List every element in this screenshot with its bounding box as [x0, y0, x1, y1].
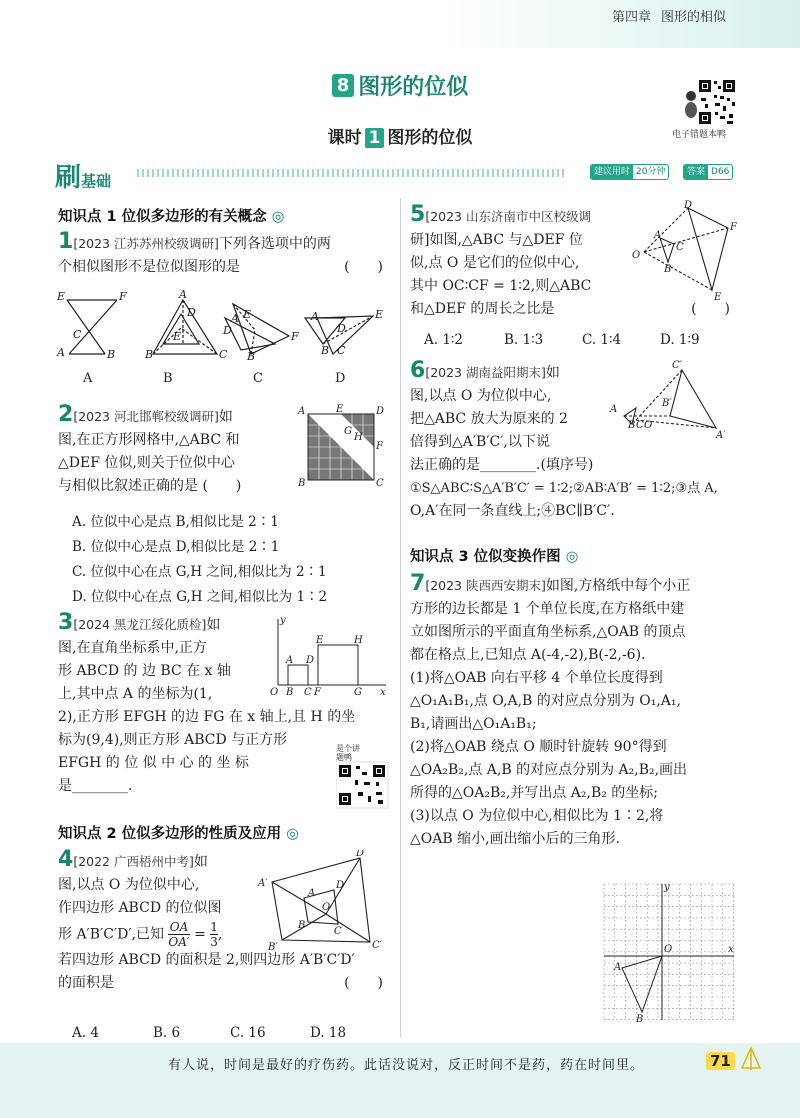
svg-text:x: x	[728, 944, 734, 955]
question-1	[58, 229, 393, 279]
q4-source: [2022 广西梧州中考]	[73, 854, 194, 869]
svg-text:F: F	[314, 687, 321, 695]
svg-text:G: G	[354, 687, 362, 695]
svg-text:A: A	[654, 230, 662, 241]
frac-den: 3	[210, 935, 218, 949]
svg-text:G: G	[344, 426, 352, 437]
q1-figures	[55, 288, 395, 388]
section-bar	[55, 157, 735, 193]
q3-line: 上,其中点 A 的坐标为(1,	[58, 686, 213, 702]
svg-text:C: C	[676, 242, 684, 253]
q4-option-d[interactable]: D. 18	[310, 1025, 347, 1041]
q2-option-a[interactable]: A. 位似中心是点 B,相似比是 2∶1	[72, 514, 279, 530]
q1-option-b[interactable]: B	[163, 371, 173, 386]
q6-line: 把△ABC 放大为原来的 2	[410, 411, 568, 427]
q6-triangle-figure	[606, 358, 740, 458]
q2-line: 图,在正方形网格中,△ABC 和	[58, 432, 240, 448]
svg-text:B: B	[321, 344, 330, 357]
svg-text:B: B	[107, 348, 116, 361]
brush-basic-label	[55, 157, 111, 194]
svg-text:F: F	[730, 222, 737, 233]
q3-line: 标为(9,4),则正方形 ABCD 与正方形	[58, 732, 288, 748]
svg-text:C: C	[337, 344, 346, 357]
svg-text:C′: C′	[672, 360, 682, 371]
q5-option-a[interactable]: A. 1∶2	[424, 332, 464, 348]
svg-text:F: F	[291, 330, 299, 343]
svg-text:y: y	[280, 615, 286, 626]
frac-num: 1	[210, 920, 218, 934]
q6-line: 倍得到△A′B′C′,以下说	[410, 434, 550, 450]
q4-line: 如	[193, 854, 208, 870]
q7-grid-figure	[600, 880, 740, 1025]
q3-number: 3	[58, 610, 74, 635]
svg-text:A: A	[286, 655, 294, 666]
svg-text:E: E	[336, 404, 344, 415]
svg-text:A: A	[614, 962, 622, 973]
svg-text:H: H	[354, 635, 363, 646]
q5-line: 似,点 O 是它们的位似中心,	[410, 255, 580, 271]
q3-line: EFGH 的 位 似 中 心 的 坐 标	[58, 755, 249, 771]
lesson-title	[0, 123, 800, 148]
lesson-number: 1	[365, 128, 385, 148]
qr-caption: 电子错题本鸭	[672, 130, 727, 140]
svg-text:B: B	[298, 920, 306, 931]
svg-text:F: F	[376, 441, 383, 452]
chapter-label	[612, 6, 726, 25]
q6-line: 图,以点 O 为位似中心,	[410, 388, 552, 404]
svg-text:B: B	[247, 350, 256, 363]
q2-source: [2023 河北邯郸校级调研]	[73, 409, 219, 424]
q4-line: 形 A′B′C′D′,已知	[58, 926, 164, 943]
svg-text:B: B	[298, 478, 306, 489]
answer-bracket[interactable]: ( )	[344, 975, 383, 991]
svg-text:O: O	[664, 944, 673, 955]
q3-coordinate-figure	[268, 615, 393, 695]
dotted-rule	[137, 169, 567, 177]
svg-text:C: C	[636, 420, 644, 431]
q2-option-d[interactable]: D. 位似中心在点 G,H 之间,相似比为 1∶2	[72, 589, 328, 605]
page-number: 71	[706, 1052, 735, 1070]
q2-option-c[interactable]: C. 位似中心在点 G,H 之间,相似比为 2∶1	[72, 564, 327, 580]
qr-code-icon[interactable]	[685, 78, 737, 126]
svg-text:C′: C′	[372, 940, 382, 951]
q4-option-c[interactable]: C. 16	[230, 1025, 266, 1041]
svg-text:C: C	[334, 926, 342, 937]
fraction	[210, 920, 218, 949]
svg-text:F: F	[119, 290, 127, 303]
svg-text:B: B	[628, 420, 636, 431]
q4-line: 作四边形 ABCD 的位似图	[58, 900, 222, 916]
svg-text:B: B	[286, 687, 294, 695]
fraction	[168, 920, 189, 949]
q5-option-d[interactable]: D. 1∶9	[660, 332, 700, 348]
svg-text:D: D	[684, 200, 693, 211]
q1-number: 1	[58, 229, 74, 254]
q3-line: 形 ABCD 的 边 BC 在 x 轴	[58, 663, 231, 679]
q4-option-b[interactable]: B. 6	[153, 1025, 181, 1041]
q5-line: 和△DEF 的周长之比是	[410, 301, 555, 317]
svg-text:E: E	[243, 308, 252, 321]
q1-line: 个相似图形不是位似图形的是	[58, 259, 240, 275]
svg-text:D: D	[306, 655, 315, 666]
q4-line: 图,以点 O 为位似中心,	[58, 877, 200, 893]
svg-text:A: A	[231, 312, 239, 325]
svg-text:A: A	[311, 310, 319, 323]
svg-text:C: C	[376, 478, 384, 489]
svg-text:A′: A′	[258, 878, 268, 889]
q1-option-a[interactable]: A	[83, 371, 93, 386]
svg-text:O: O	[632, 250, 641, 261]
q7-line: △OAB 缩小,画出缩小后的三角形.	[410, 831, 620, 847]
svg-text:D: D	[223, 324, 232, 337]
q7-line: (3)以点 O 为位似中心,相似比为 1∶2,将	[410, 808, 664, 824]
q7-number: 7	[410, 571, 426, 596]
q3-line: 如	[206, 617, 221, 633]
svg-text:y: y	[664, 882, 670, 893]
svg-text:C: C	[73, 328, 82, 341]
svg-text:C: C	[219, 348, 228, 361]
chapter-number: 第四章	[612, 10, 652, 25]
section-title-text: 图形的位似	[358, 75, 469, 100]
q1-line: 下列各选项中的两	[218, 236, 331, 252]
section-number: 8	[332, 74, 355, 97]
svg-text:B′: B′	[268, 942, 278, 953]
q2-line: 如	[218, 409, 233, 425]
q7-line: 如图,方格纸中每个小正	[545, 578, 691, 594]
question-7	[410, 571, 740, 851]
svg-text:D′: D′	[356, 850, 367, 859]
kp3-text: 知识点 3 位似变换作图	[410, 549, 561, 565]
section-title	[0, 70, 800, 101]
svg-text:E: E	[173, 330, 182, 343]
target-icon: ◎	[286, 826, 299, 842]
q6-line: ①S△ABC∶S△A′B′C′ = 1∶2;②AB∶A′B′ = 1∶2;③点 A,	[410, 481, 718, 496]
svg-text:C: C	[304, 687, 312, 695]
answer-bracket[interactable]: ( )	[344, 259, 383, 275]
q5-line: 研]如图,△ABC 与△DEF 位	[410, 232, 583, 248]
q7-line: △OA₂B₂,点 A,B 的对应点分别为 A₂,B₂,画出	[410, 762, 688, 778]
svg-text:O: O	[322, 902, 331, 913]
chapter-title: 图形的相似	[661, 10, 727, 25]
answer-bracket[interactable]: ( )	[691, 301, 730, 317]
q3-line: 是________.	[58, 778, 133, 794]
q1-option-d[interactable]: D	[335, 371, 346, 386]
question-2	[58, 402, 288, 498]
lesson-prefix: 课时	[327, 128, 362, 148]
q6-line: 如	[545, 365, 560, 381]
q2-option-b[interactable]: B. 位似中心是点 D,相似比是 2∶1	[72, 539, 280, 555]
q7-line: 立如图所示的平面直角坐标系,△OAB 的顶点	[410, 624, 686, 640]
q2-grid-figure	[296, 402, 390, 490]
q6-source: [2023 湖南益阳期末]	[425, 365, 546, 380]
q7-line: 所得的△OA₂B₂,并写出点 A₂,B₂ 的坐标;	[410, 785, 659, 801]
q4-option-a[interactable]: A. 4	[72, 1025, 99, 1041]
q5-source: [2023 山东济南市中区校级调	[425, 209, 591, 224]
svg-text:x: x	[380, 687, 386, 695]
svg-text:E: E	[375, 308, 384, 321]
q5-triangle-figure	[630, 200, 740, 300]
svg-text:D: D	[376, 406, 385, 417]
q2-line: 与相似比叙述正确的是 ( )	[58, 478, 242, 494]
qr-caption: 是个讲题鸭	[336, 744, 360, 762]
q6-line: O,A′在同一条直线上;④BC∥B′C′.	[410, 503, 615, 519]
column-divider	[400, 198, 401, 1038]
svg-text:E: E	[57, 290, 66, 303]
q1-option-c[interactable]: C	[253, 371, 263, 386]
answer-tag[interactable]	[683, 164, 733, 180]
q7-line: △O₁A₁B₁,点 O,A,B 的对应点分别为 O₁,A₁,	[410, 693, 681, 709]
time-key: 建议用时	[591, 165, 633, 179]
frac-den: OA′	[168, 935, 190, 949]
q4-line: 若四边形 ABCD 的面积是 2,则四边形 A′B′C′D′	[58, 952, 355, 968]
svg-text:O: O	[644, 420, 653, 431]
tree-icon	[738, 1046, 764, 1072]
svg-text:H: H	[354, 432, 363, 443]
basic-label: 基础	[81, 172, 112, 190]
q5-option-c[interactable]: C. 1∶4	[582, 332, 622, 348]
svg-text:A: A	[298, 406, 306, 417]
svg-text:D: D	[187, 306, 196, 319]
q3-line: 图,在直角坐标系中,正方	[58, 640, 207, 656]
svg-text:B: B	[145, 348, 154, 361]
svg-text:B: B	[664, 264, 672, 275]
q5-number: 5	[410, 202, 426, 227]
knowledge-point-1	[58, 205, 284, 226]
q2-line: △DEF 位似,则关于位似中心	[58, 455, 235, 471]
footer-quote: 有人说，时间是最好的疗伤药。此话没说对，反正时间不是药，药在时间里。	[168, 1058, 645, 1073]
time-value: 20分钟	[636, 167, 666, 177]
svg-text:E: E	[316, 635, 324, 646]
svg-text:A: A	[610, 404, 618, 415]
svg-text:B: B	[636, 1014, 644, 1025]
q7-source: [2023 陕西西安期末]	[425, 578, 546, 593]
q5-line: 其中 OC∶CF = 1∶2,则△ABC	[410, 278, 592, 294]
q7-line: (1)将△OAB 向右平移 4 个单位长度得到	[410, 670, 663, 686]
question-4: 4[2022 广西梧州中考]如 图,以点 O 为位似中心, 作四边形 ABCD 的位似图 形 A′B′C′D′,已知 $\frac{OA}{OA'}$ = $\frac{1}{3}$ , 若四边形 ABCD 的面积是 2,则四边形 A′B′C′D′ 的面积是 ( )	[58, 850, 393, 995]
q5-option-b[interactable]: B. 1∶3	[504, 332, 544, 348]
kp1-text: 知识点 1 位似多边形的有关概念	[58, 209, 267, 225]
svg-text:O: O	[270, 687, 279, 695]
answer-key: 答案	[684, 165, 708, 179]
svg-text:A′: A′	[716, 430, 726, 441]
frac-num: OA	[169, 920, 189, 934]
q2-number: 2	[58, 402, 74, 427]
knowledge-point-2	[58, 822, 299, 843]
q6-line: 法正确的是________.(填序号)	[410, 457, 594, 473]
svg-text:B′: B′	[662, 398, 672, 409]
svg-text:A: A	[179, 288, 187, 301]
svg-text:A: A	[57, 346, 65, 359]
svg-text:A: A	[308, 888, 316, 899]
q4-number: 4	[58, 847, 74, 872]
knowledge-point-3	[410, 545, 578, 566]
svg-text:E: E	[714, 292, 722, 300]
kp2-text: 知识点 2 位似多边形的性质及应用	[58, 826, 282, 842]
target-icon: ◎	[271, 209, 285, 225]
q6-number: 6	[410, 358, 426, 383]
answer-page: D66	[711, 167, 730, 177]
svg-text:D: D	[336, 880, 345, 891]
q1-source: [2023 江苏苏州校级调研]	[73, 236, 219, 251]
q7-line: (2)将△OAB 绕点 O 顺时针旋转 90°得到	[410, 739, 667, 755]
lesson-text: 图形的位似	[387, 128, 473, 148]
target-icon: ◎	[565, 549, 579, 565]
q3-source: [2024 黑龙江绥化质检]	[73, 617, 207, 632]
q3-line: 2),正方形 EFGH 的边 FG 在 x 轴上,且 H 的坐	[58, 709, 356, 725]
q7-line: 方形的边长都是 1 个单位长度,在方格纸中建	[410, 601, 685, 617]
q4-quadrilateral-figure	[252, 850, 394, 960]
q7-line: B₁,请画出△O₁A₁B₁;	[410, 716, 537, 732]
svg-text:D: D	[337, 322, 346, 335]
q4-line: 的面积是	[58, 975, 114, 991]
brush-glyph: 刷	[55, 163, 82, 193]
q7-line: 都在格点上,已知点 A(-4,-2),B(-2,-6).	[410, 647, 646, 663]
time-tag	[590, 164, 669, 180]
